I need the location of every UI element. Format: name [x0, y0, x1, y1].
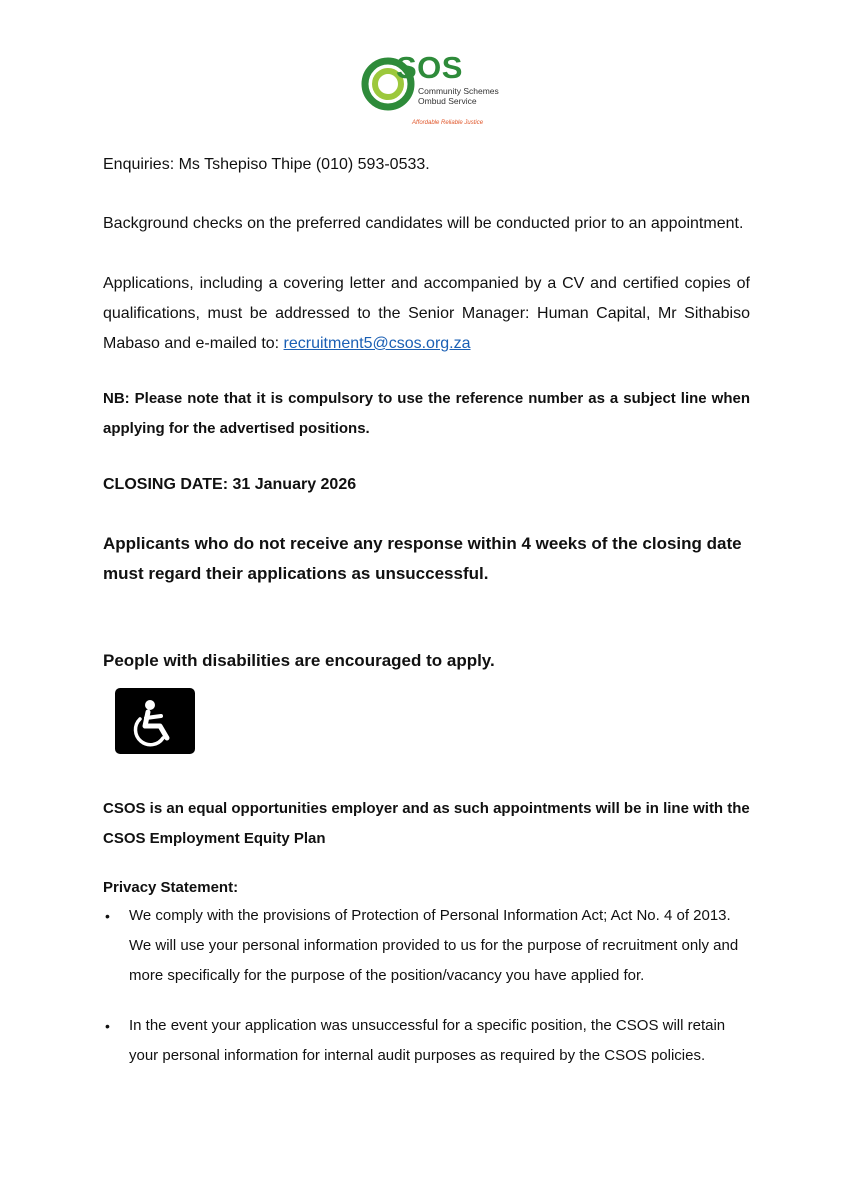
background-checks-text: Background checks on the preferred candidates will be conducted prior to an appointment.	[103, 215, 744, 232]
logo-tagline: Affordable Reliable Justice	[412, 120, 484, 126]
no-response-notice: Applicants who do not receive any response within 4 weeks of the closing date must regard their applications as unsuccessful.	[103, 534, 742, 583]
email-link[interactable]: recruitment5@csos.org.za	[283, 335, 471, 352]
bullet-marker: •	[105, 908, 110, 924]
applications-text: Applications, including a covering letter and accompanied by a CV and certified copies of qualifications, must be addressed to the Senior Manager: Human Capital, Mr Sithabiso Mabaso and e-mailed to:	[103, 275, 750, 352]
logo-line-2: Ombud Service	[418, 96, 477, 106]
applications-paragraph	[103, 269, 750, 359]
privacy-item: We comply with the provisions of Protection of Personal Information Act; Act No. 4 of 2013. We will use your personal information provided to us for the purpose of recruitment only and more specifically for the purpose of the position/vacancy you have applied for.	[129, 907, 739, 984]
privacy-item: In the event your application was unsuccessful for a specific position, the CSOS will retain your personal information for internal audit purposes as required by the CSOS policies.	[129, 1017, 726, 1064]
wheelchair-icon	[115, 688, 195, 754]
enquiries-text: Enquiries: Ms Tshepiso Thipe (010) 593-0533.	[103, 156, 430, 173]
logo-line-1: Community Schemes	[418, 86, 499, 96]
nb-notice: NB: Please note that it is compulsory to use the reference number as a subject line when applying for the advertised positions.	[103, 390, 750, 437]
csos-logo	[360, 52, 510, 132]
bullet-marker: •	[105, 1018, 110, 1034]
disabilities-notice: People with disabilities are encouraged to apply.	[103, 651, 495, 670]
equal-opportunities-text: CSOS is an equal opportunities employer and as such appointments will be in line with the CSOS Employment Equity Plan	[103, 800, 750, 847]
privacy-heading: Privacy Statement:	[103, 879, 239, 896]
logo-brand: SOS	[396, 50, 463, 85]
closing-date: CLOSING DATE: 31 January 2026	[103, 476, 357, 493]
